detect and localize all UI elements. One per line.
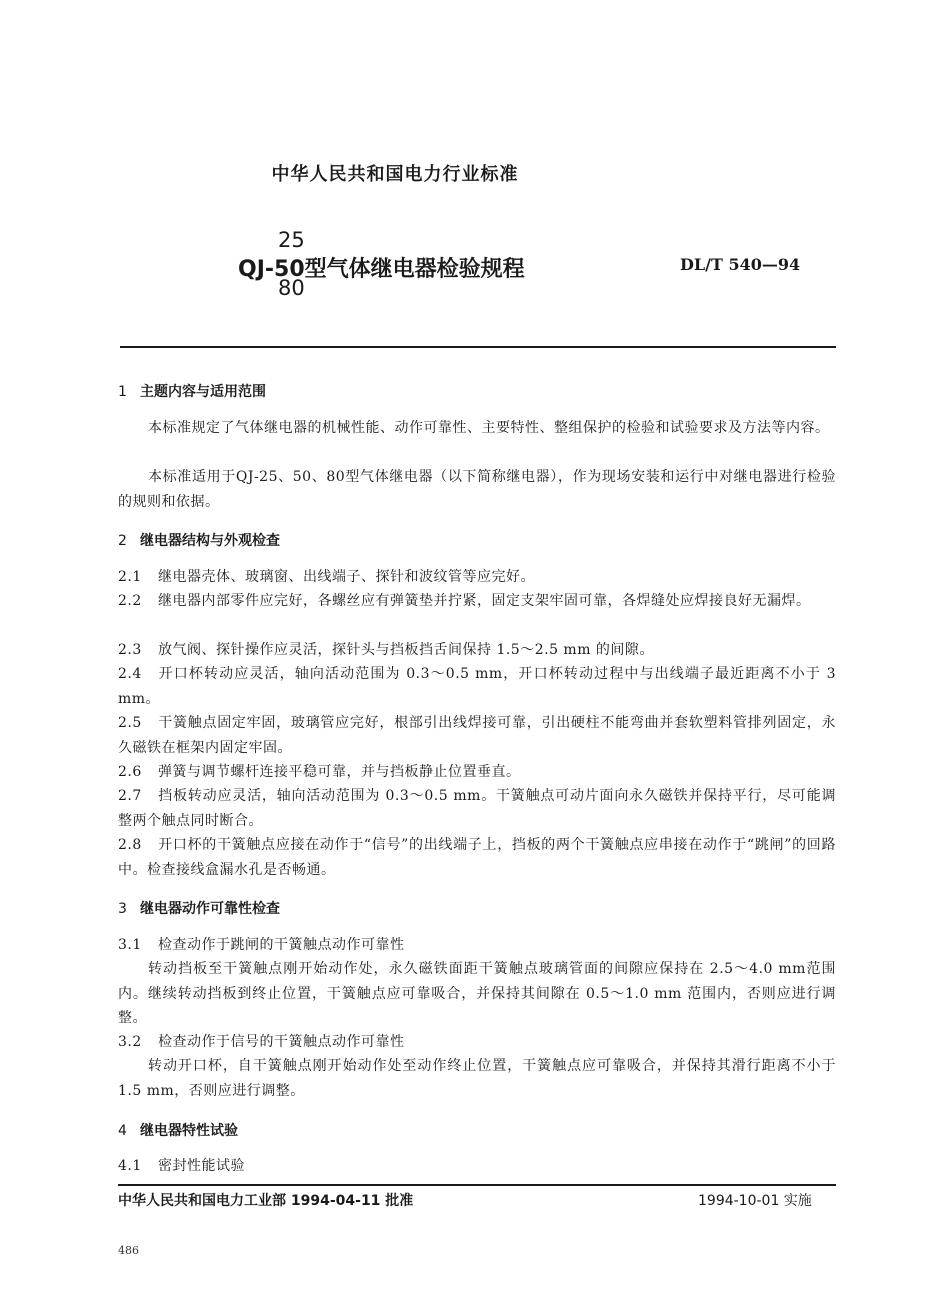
list-item — [118, 662, 836, 711]
section-number: 4 — [118, 1123, 127, 1139]
item-number: 2.6 — [118, 764, 142, 780]
section-4-heading — [118, 1120, 238, 1140]
list-item — [118, 711, 836, 760]
item-text: 放气阀、探针操作应灵活，探针头与挡板挡舌间保持 1.5～2.5 mm 的间隙。 — [158, 642, 654, 658]
item-number: 2.2 — [118, 593, 142, 609]
title-upper-model-number: 25 — [278, 228, 305, 252]
subsection-heading — [118, 933, 836, 958]
paragraph: 本标准适用于QJ-25、50、80型气体继电器（以下简称继电器），作为现场安装和运行中对继电器进行检验的规则和依据。 — [118, 469, 836, 510]
section-2-heading — [118, 530, 280, 550]
item-text: 继电器内部零件应完好，各螺丝应有弹簧垫并拧紧，固定支架牢固可靠，各焊缝处应焊接良好无漏焊。 — [158, 593, 811, 609]
item-text: 继电器壳体、玻璃窗、出线端子、探针和波纹管等应完好。 — [158, 569, 535, 585]
section-title: 继电器特性试验 — [140, 1123, 238, 1139]
item-text: 开口杯转动应灵活，轴向活动范围为 0.3～0.5 mm，开口杯转动过程中与出线端子最近距离不小于 3 mm。 — [118, 666, 836, 707]
subsection-number: 4.1 — [118, 1158, 142, 1174]
list-item — [118, 565, 836, 590]
subsection-heading — [118, 1030, 836, 1055]
footer-divider — [118, 1184, 836, 1186]
section-3-heading — [118, 898, 280, 918]
title-lower-model-number: 80 — [278, 276, 305, 300]
item-text: 挡板转动应灵活，轴向活动范围为 0.3～0.5 mm。干簧触点可动片面向永久磁铁并保持平行，尽可能调整两个触点同时断合。 — [118, 788, 836, 829]
subsection-heading — [118, 1154, 836, 1179]
paragraph: 本标准规定了气体继电器的机械性能、动作可靠性、主要特性、整组保护的检验和试验要求及方法等内容。 — [148, 420, 830, 436]
section-title: 继电器结构与外观检查 — [140, 533, 280, 549]
item-number: 2.7 — [118, 788, 142, 804]
document-title: QJ-50型气体继电器检验规程 — [238, 257, 525, 282]
subsection-number: 3.2 — [118, 1034, 142, 1050]
item-number: 2.1 — [118, 569, 142, 585]
paragraph: 转动开口杯，自干簧触点刚开始动作处至动作终止位置，干簧触点应可靠吸合，并保持其滑行距离不小于 1.5 mm，否则应进行调整。 — [118, 1058, 836, 1099]
item-number: 2.3 — [118, 642, 142, 658]
item-text: 干簧触点固定牢固，玻璃管应完好，根部引出线焊接可靠，引出硬柱不能弯曲并套软塑料管排列固定，永久磁铁在框架内固定牢固。 — [118, 715, 836, 756]
item-text: 弹簧与调节螺杆连接平稳可靠，并与挡板静止位置垂直。 — [158, 764, 521, 780]
list-item — [118, 760, 836, 785]
section-title: 主题内容与适用范围 — [140, 384, 266, 400]
standard-category-title: 中华人民共和国电力行业标准 — [271, 164, 519, 185]
page-number: 486 — [118, 1244, 139, 1257]
paragraph: 转动挡板至干簧触点刚开始动作处，永久磁铁面距干簧触点玻璃管面的间隙应保持在 2.5～4.0 mm范围内。继续转动挡板到终止位置，干簧触点应可靠吸合，并保持其间隙在 0.5～1.0 mm 范围内，否则应进行调整。 — [118, 961, 836, 1026]
section-number: 1 — [118, 384, 127, 400]
item-number: 2.4 — [118, 666, 142, 682]
section-title: 继电器动作可靠性检查 — [140, 901, 280, 917]
list-item — [118, 784, 836, 833]
section-number: 3 — [118, 901, 127, 917]
list-item — [118, 638, 836, 663]
approval-date: 中华人民共和国电力工业部 1994-04-11 批准 — [118, 1193, 414, 1209]
subsection-number: 3.1 — [118, 937, 142, 953]
header-divider — [120, 346, 836, 348]
subsection-title: 检查动作于跳闸的干簧触点动作可靠性 — [158, 937, 405, 953]
list-item — [118, 589, 836, 614]
subsection-title: 密封性能试验 — [158, 1158, 245, 1174]
implementation-date: 1994-10-01 实施 — [698, 1193, 812, 1209]
section-number: 2 — [118, 533, 127, 549]
item-number: 2.5 — [118, 715, 142, 731]
list-item — [118, 833, 836, 882]
item-number: 2.8 — [118, 837, 142, 853]
subsection-title: 检查动作于信号的干簧触点动作可靠性 — [158, 1034, 405, 1050]
section-1-heading — [118, 381, 266, 401]
standard-code: DL/T 540—94 — [680, 255, 801, 274]
item-text: 开口杯的干簧触点应接在动作于“信号”的出线端子上，挡板的两个干簧触点应串接在动作于“跳闸”的回路中。检查接线盒漏水孔是否畅通。 — [118, 837, 836, 878]
